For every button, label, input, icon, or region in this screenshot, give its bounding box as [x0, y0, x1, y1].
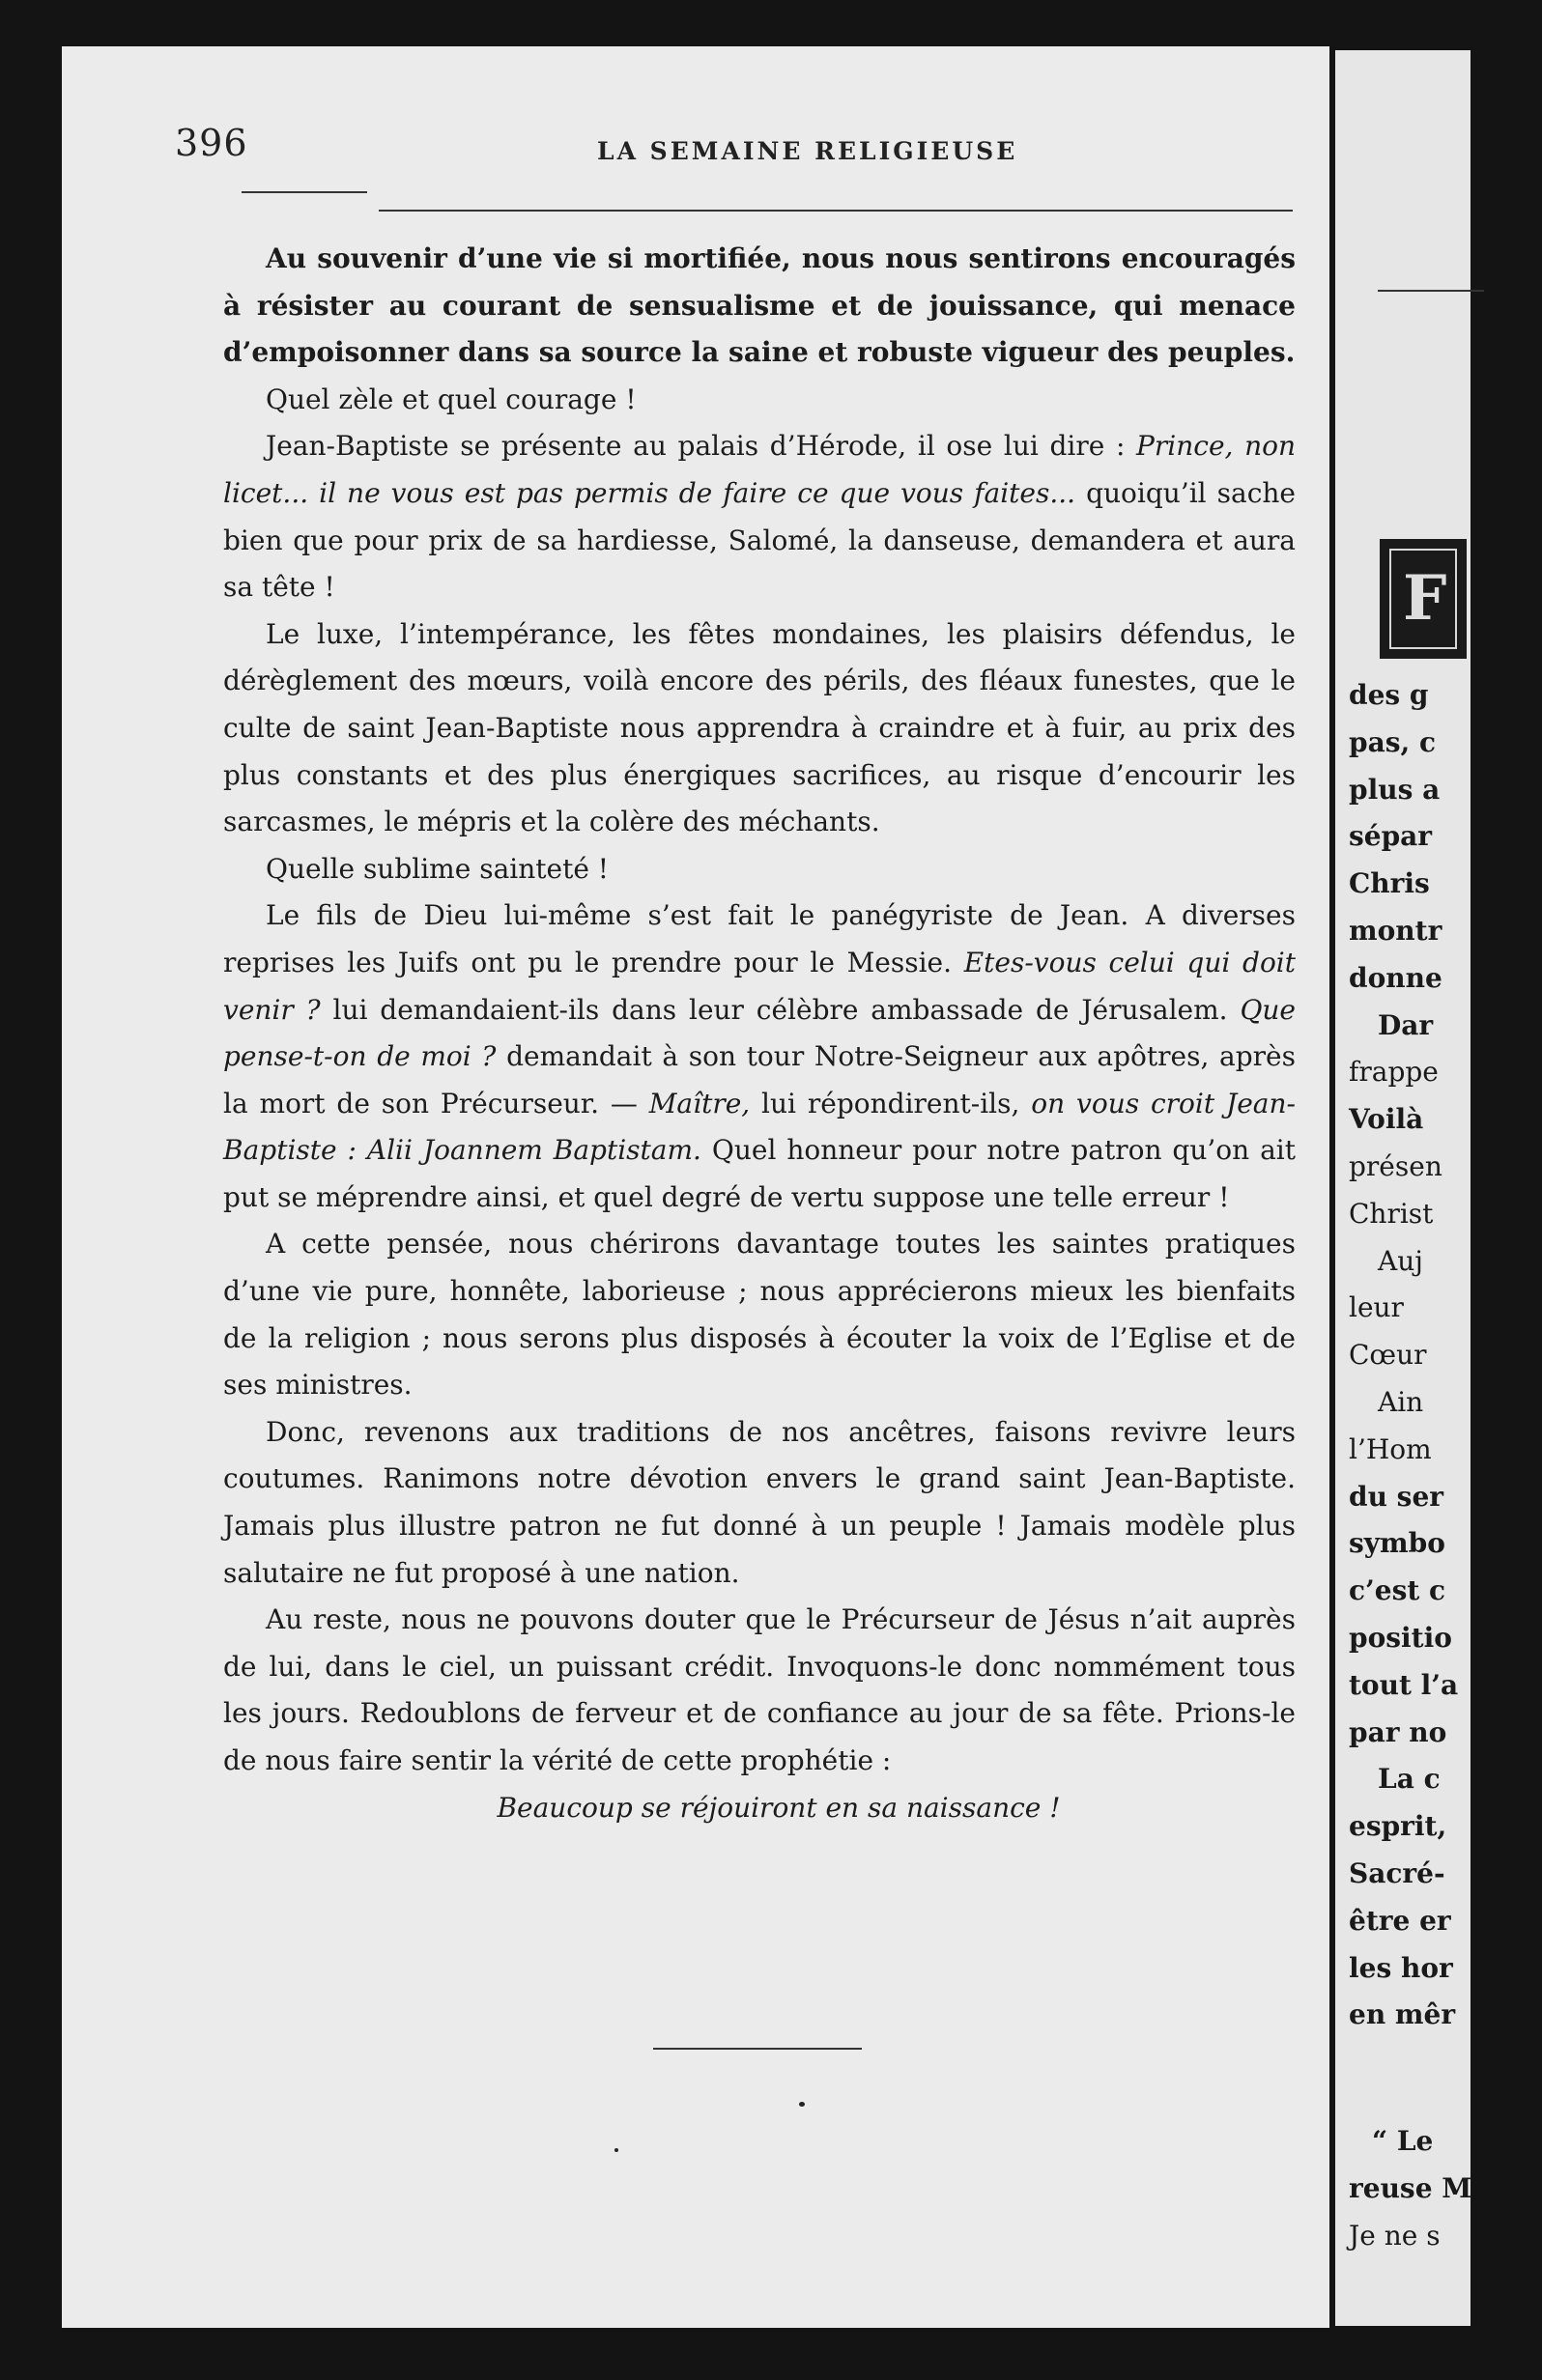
paragraph: Au reste, nous ne pouvons douter que le Précurseur de Jésus n’ait auprès de lui, dans le ciel, un puissant crédit. Invoquons-le donc nommément tous les jours. Redoublons de ferveur et de confiance au jour de sa fête. Prions-le de nous faire sentir la vérité de cette prophétie :: [223, 1603, 1296, 1776]
right-line: montr: [1349, 914, 1442, 947]
quote-italic: Prince, non licet... il ne vous est pas permis de faire ce que vous faites...: [223, 430, 1296, 509]
right-line: esprit,: [1349, 1810, 1447, 1843]
quote-italic: Maître,: [648, 1087, 751, 1119]
right-line: Cœur: [1349, 1339, 1427, 1372]
right-line: Voilà: [1349, 1103, 1424, 1136]
right-line: reuse M: [1349, 2171, 1472, 2204]
right-line: Dar: [1378, 1008, 1434, 1041]
header-rule-short: [242, 191, 367, 193]
header-rule: [379, 210, 1293, 212]
right-line: pas, c: [1349, 725, 1437, 758]
right-line: des g: [1349, 679, 1429, 711]
right-line: en mêr: [1349, 1998, 1456, 2031]
right-line: par no: [1349, 1715, 1447, 1748]
ornamental-drop-cap: F: [1380, 539, 1467, 659]
right-line: tout l’a: [1349, 1668, 1459, 1701]
right-page-fragment: [1335, 50, 1471, 2326]
right-line: l’Hom: [1349, 1432, 1432, 1465]
right-line: sépar: [1349, 820, 1433, 853]
right-line: Je ne s: [1349, 2219, 1441, 2252]
quote-italic: on vous croit Jean-Baptiste : Alii Joannem Baptistam.: [223, 1087, 1296, 1167]
right-line: Christ: [1349, 1197, 1434, 1230]
right-line: positio: [1349, 1621, 1452, 1654]
right-line: plus a: [1349, 773, 1441, 806]
right-line: leur: [1349, 1291, 1404, 1324]
right-line: “ Le: [1372, 2125, 1434, 2158]
paragraph: Quelle sublime sainteté !: [266, 852, 610, 885]
right-line: c’est c: [1349, 1574, 1446, 1607]
quote-italic: Etes-vous celui qui doit venir ?: [223, 946, 1297, 1026]
running-header: LA SEMAINE RELIGIEUSE: [597, 137, 1018, 165]
end-rule: [653, 2048, 862, 2050]
paragraph: Le luxe, l’intempérance, les fêtes mondaines, les plaisirs défendus, le dérèglement des mœurs, voilà encore des périls, des fléaux funestes, que le culte de saint Jean-Baptiste nous apprendra à craindre et à fuir, au prix des plus constants et des plus énergiques sacrifices, au risque d’encourir les sarcasmes, le mépris et la colère des méchants.: [223, 617, 1296, 838]
right-line: du ser: [1349, 1480, 1444, 1513]
right-line: présen: [1349, 1149, 1442, 1182]
paragraph: Donc, revenons aux traditions de nos ancêtres, faisons revivre leurs coutumes. Ranimons notre dévotion envers le grand saint Jean-Baptiste. Jamais plus illustre patron ne fut donné à un peuple ! Jamais modèle plus salutaire ne fut proposé à une nation.: [223, 1415, 1296, 1589]
closing-quote: Beaucoup se réjouiront en sa naissance !: [497, 1791, 1061, 1824]
right-line: être er: [1349, 1904, 1451, 1937]
right-line: La c: [1378, 1763, 1441, 1796]
right-line: Chris: [1349, 867, 1430, 900]
article-body: [223, 236, 1296, 1831]
paragraph: Au souvenir d’une vie si mortifiée, nous nous sentirons encouragés à résister au courant de sensualisme et de jouissance, qui menace d’empoisonner dans sa source la saine et robuste vigueur des peuples.: [223, 242, 1296, 369]
right-page-rule: [1378, 290, 1484, 292]
paragraph: Le fils de Dieu lui-même s’est fait le panégyriste de Jean. A diverses reprises les Juifs ont pu le prendre pour le Messie. Etes-vous celui qui doit venir ? lui demandaient-ils dans leur célèbre ambassade de Jérusalem. Que pense-t-on de moi ? demandait à son tour Notre-Seigneur aux apôtres, après la mort de son Précurseur. — Maître, lui répondirent-ils, on vous croit Jean-Baptiste : Alii Joannem Baptistam. Quel honneur pour notre patron qu’on ait put se méprendre ainsi, et quel degré de vertu suppose une telle erreur !: [223, 899, 1297, 1213]
paragraph: Quel zèle et quel courage !: [266, 382, 637, 415]
right-line: donne: [1349, 961, 1442, 994]
right-line: Ain: [1378, 1385, 1424, 1418]
paragraph: A cette pensée, nous chérirons davantage toutes les saintes pratiques d’une vie pure, honnête, laborieuse ; nous apprécierons mieux les bienfaits de la religion ; nous serons plus disposés à écouter la voix de l’Eglise et de ses ministres.: [223, 1228, 1296, 1402]
quote-italic: Que pense-t-on de moi ?: [223, 993, 1296, 1073]
right-page-text: [1349, 672, 1542, 2260]
paragraph: Jean-Baptiste se présente au palais d’Hérode, il ose lui dire : Prince, non licet... il ne vous est pas permis de faire ce que vous faites... quoiqu’il sache bien que pour prix de sa hardiesse, Salomé, la danseuse, demandera et aura sa tête !: [223, 430, 1296, 604]
page-number: 396: [175, 122, 248, 164]
right-line: symbo: [1349, 1527, 1445, 1560]
ink-speck: [614, 2148, 618, 2152]
ink-speck: [799, 2102, 805, 2107]
right-line: Auj: [1378, 1244, 1423, 1277]
right-line: les hor: [1349, 1951, 1453, 1984]
right-line: frappe: [1349, 1056, 1439, 1089]
right-line: Sacré-: [1349, 1856, 1445, 1889]
